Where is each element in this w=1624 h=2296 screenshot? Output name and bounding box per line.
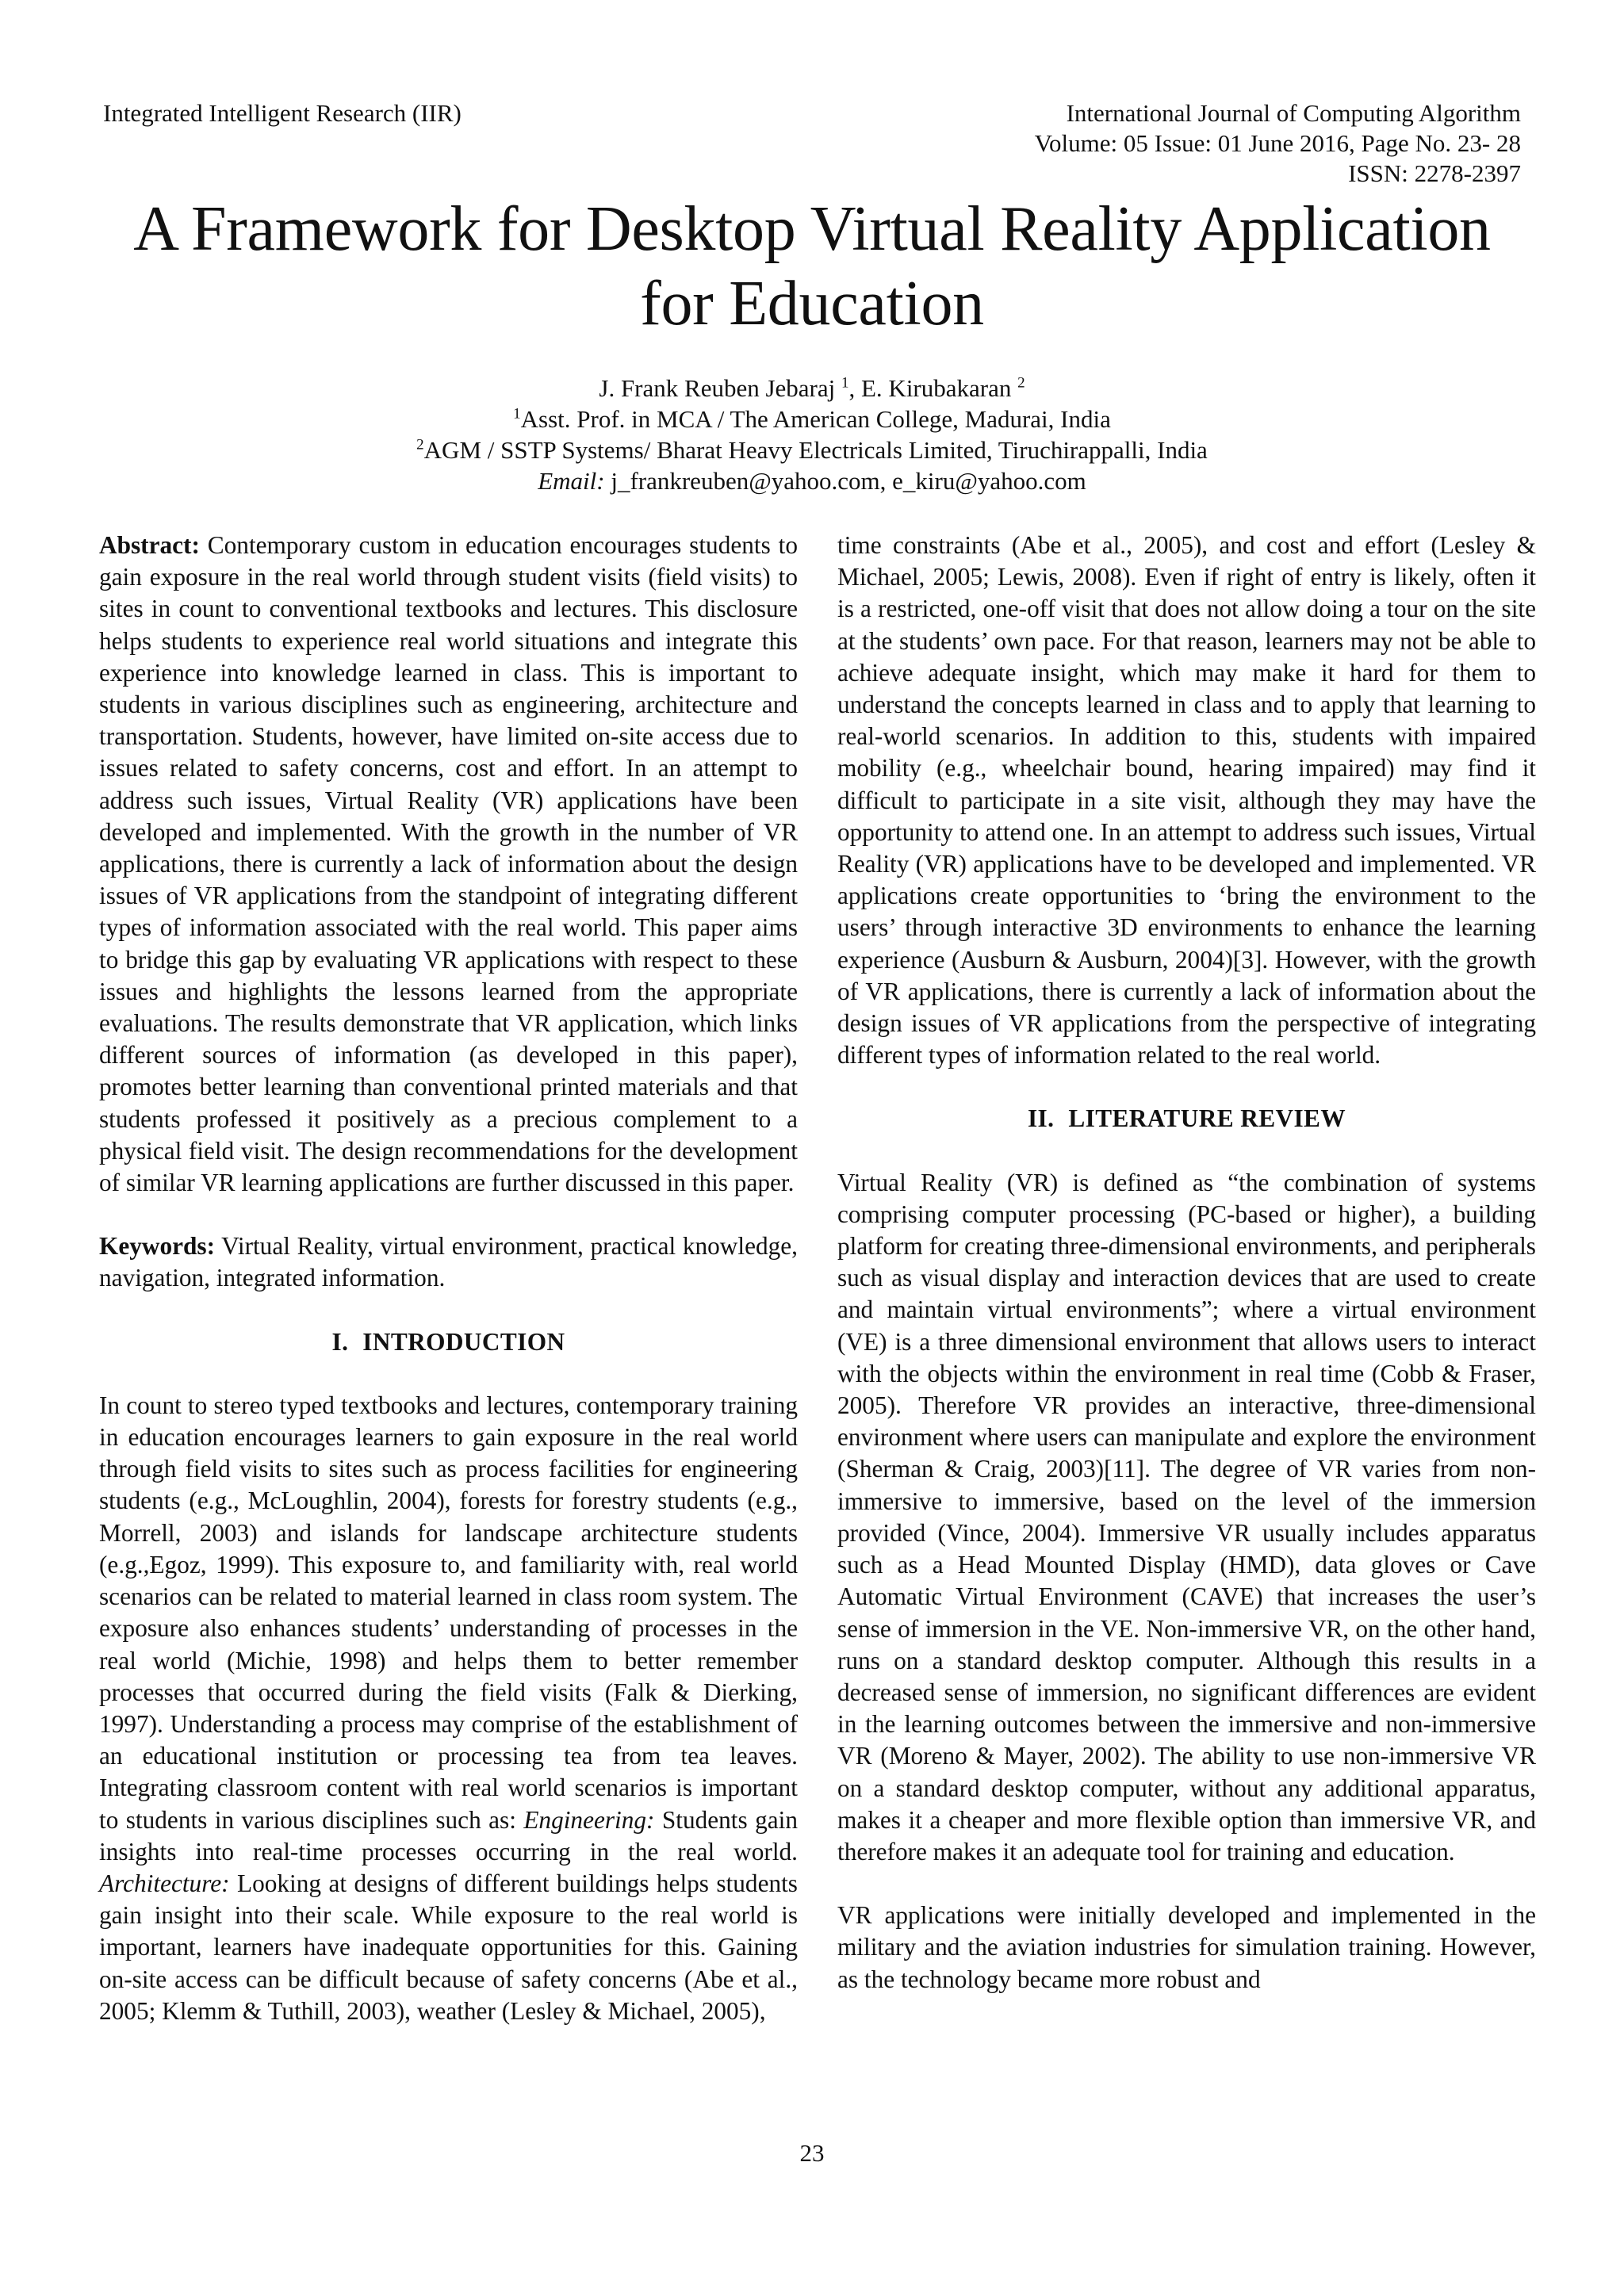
introduction-paragraph-continued: time constraints (Abe et al., 2005), and cost and effort (Lesley & Michael, 2005; Lewis, 2008). Even if right of entry is likely, often it is a restricted, one-off visit that does not allow doing a tour on the site at the students’ own pace. For that reason, learners may not be able to achieve adequate insight, which may make it hard for them to understand the concepts learned in class and to apply that learning to real-world scenarios. In addition to this, students with impaired mobility (e.g., wheelchair bound, hearing impaired) may find it difficult to participate in a site visit, although they may have the opportunity to attend one. In an attempt to address such issues, Virtual Reality (VR) applications have to be developed and implemented. VR applications create opportunities to ‘bring the environment to the users’ through interactive 3D environments to enhance the learning experience (Ausburn & Ausburn, 2004)[3]. However, with the growth of VR applications, there is currently a lack of information about the design issues of VR applications from the perspective of integrating different types of information related to the real world.	[837, 531, 1536, 1070]
affiliation-2-text: AGM / SSTP Systems/ Bharat Heavy Electricals Limited, Tiruchirappalli, India	[423, 436, 1208, 464]
left-column	[99, 530, 798, 2027]
author-block	[159, 373, 1465, 496]
introduction-text-a: In count to stereo typed textbooks and lectures, contemporary training in education encourages learners to gain exposure in the real world through field visits to sites such as process facilities for engineering students (e.g., McLoughlin, 2004), forests for forestry students (e.g., Morrell, 2003) and islands for landscape architecture students (e.g.,Egoz, 1999). This exposure to, and familiarity with, real world scenarios can be related to material learned in class room system. The exposure also enhances students’ understanding of processes in the real world (Michie, 1998) and helps them to better remember processes that occurred during the field visits (Falk & Dierking, 1997). Understanding a process may comprise of the establishment of an educational institution or processing tea from tea leaves. Integrating classroom content with real world scenarios is important to students in various disciplines such as:	[99, 1391, 798, 1834]
abstract-text: Contemporary custom in education encourages students to gain exposure in the real world through student visits (field visits) to sites in count to conventional textbooks and lectures. This disclosure helps students to experience real world situations and integrate this experience into knowledge learned in class. This is important to students in various disciplines such as engineering, architecture and transportation. Students, however, have limited on-site access due to issues related to safety concerns, cost and effort. In an attempt to address such issues, Virtual Reality (VR) applications have been developed and implemented. With the growth in the number of VR applications, there is currently a lack of information about the design issues of VR applications from the standpoint of integrating different types of information associated with the real world. This paper aims to bridge this gap by evaluating VR applications with respect to these issues and highlights the lessons learned from the appropriate evaluations. The results demonstrate that VR application, which links different sources of information (as developed in this paper), promotes better learning than conventional printed materials and that students professed it positively as a precious complement to a physical field visit. The design recommendations for the development of similar VR learning applications are further discussed in this paper.	[99, 531, 798, 1197]
author-2: E. Kirubakaran	[861, 374, 1012, 402]
affiliation-1-superscript: 1	[513, 405, 521, 423]
section-heading-introduction	[99, 1326, 798, 1358]
author-1-superscript: 1	[841, 374, 849, 392]
section-number: II.	[1027, 1104, 1055, 1133]
paper-title-line-1: A Framework for Desktop Virtual Reality Application	[133, 194, 1491, 264]
abstract-label: Abstract:	[99, 531, 200, 559]
author-emails	[159, 465, 1465, 496]
affiliation-2-superscript: 2	[416, 436, 424, 453]
introduction-text-b: Students gain insights into real-time processes occurring in the real world.	[99, 1805, 798, 1866]
keywords	[99, 1230, 798, 1294]
section-title: INTRODUCTION	[362, 1327, 565, 1356]
section-title: LITERATURE REVIEW	[1068, 1104, 1346, 1133]
introduction-text-c: Looking at designs of different buildings helps students gain insight into their scale. While exposure to the real world is important, learners have inadequate opportunities for this. Gaining on-site access can be difficult because of safety concerns (Abe et al., 2005; Klemm & Tuthill, 2003), weather (Lesley & Michael, 2005),	[99, 1869, 798, 2025]
introduction-paragraph	[99, 1390, 798, 2027]
paper-title-line-2: for Education	[640, 269, 984, 339]
section-heading-literature-review	[837, 1103, 1536, 1135]
email-label: Email:	[538, 467, 605, 495]
journal-name: International Journal of Computing Algorithm	[1066, 99, 1521, 127]
author-2-superscript: 2	[1017, 374, 1025, 392]
section-number: I.	[331, 1327, 349, 1356]
engineering-label: Engineering:	[523, 1805, 655, 1834]
literature-review-paragraph-1: Virtual Reality (VR) is defined as “the combination of systems comprising computer processing (PC-based or higher), a building platform for creating three-dimensional environments, and peripherals such as visual display and interaction devices that are used to create and maintain virtual environments”; where a virtual environment (VE) is a three dimensional environment that allows users to interact with the objects within the environment in real time (Cobb & Fraser, 2005). Therefore VR provides an interactive, three-dimensional environment where users can manipulate and explore the environment (Sherman & Craig, 2003)[11]. The degree of VR varies from non-immersive to immersive, based on the level of the immersion provided (Vince, 2004). Immersive VR usually includes apparatus such as a Head Mounted Display (HMD), data gloves or Cave Automatic Virtual Environment (CAVE) that increases the user’s sense of immersion in the VE. Non-immersive VR, on the other hand, runs on a standard desktop computer. Although this results in a decreased sense of immersion, no significant differences are evident in the learning outcomes between the immersive and non-immersive VR (Moreno & Mayer, 2002). The ability to use non-immersive VR on a standard desktop computer, without any additional apparatus, makes it a cheaper and more flexible option than immersive VR, and therefore makes it an adequate tool for training and education.	[837, 1168, 1536, 1866]
author-names	[159, 373, 1465, 404]
architecture-label: Architecture:	[99, 1869, 230, 1897]
author-1: J. Frank Reuben Jebaraj	[599, 374, 836, 402]
right-column	[837, 530, 1536, 1996]
paper-title	[48, 192, 1576, 341]
affiliation-1-text: Asst. Prof. in MCA / The American College, Madurai, India	[520, 405, 1111, 433]
journal-issn: ISSN: 2278-2397	[1348, 159, 1521, 187]
journal-volume: Volume: 05 Issue: 01 June 2016, Page No. 23- 28	[1034, 129, 1521, 157]
email-addresses: j_frankreuben@yahoo.com, e_kiru@yahoo.com	[604, 467, 1086, 495]
publisher-name: Integrated Intelligent Research (IIR)	[103, 99, 462, 127]
journal-info	[807, 98, 1521, 189]
keywords-label: Keywords:	[99, 1232, 216, 1261]
page-number: 23	[799, 2139, 825, 2167]
abstract	[99, 530, 798, 1199]
keywords-text: Virtual Reality, virtual environment, practical knowledge, navigation, integrated information.	[99, 1232, 798, 1292]
literature-review-paragraph-2: VR applications were initially developed and implemented in the military and the aviation industries for simulation training. However, as the technology became more robust and	[837, 1901, 1536, 1993]
affiliation-1	[159, 404, 1465, 434]
author-separator: ,	[848, 374, 861, 402]
affiliation-2	[159, 434, 1465, 465]
